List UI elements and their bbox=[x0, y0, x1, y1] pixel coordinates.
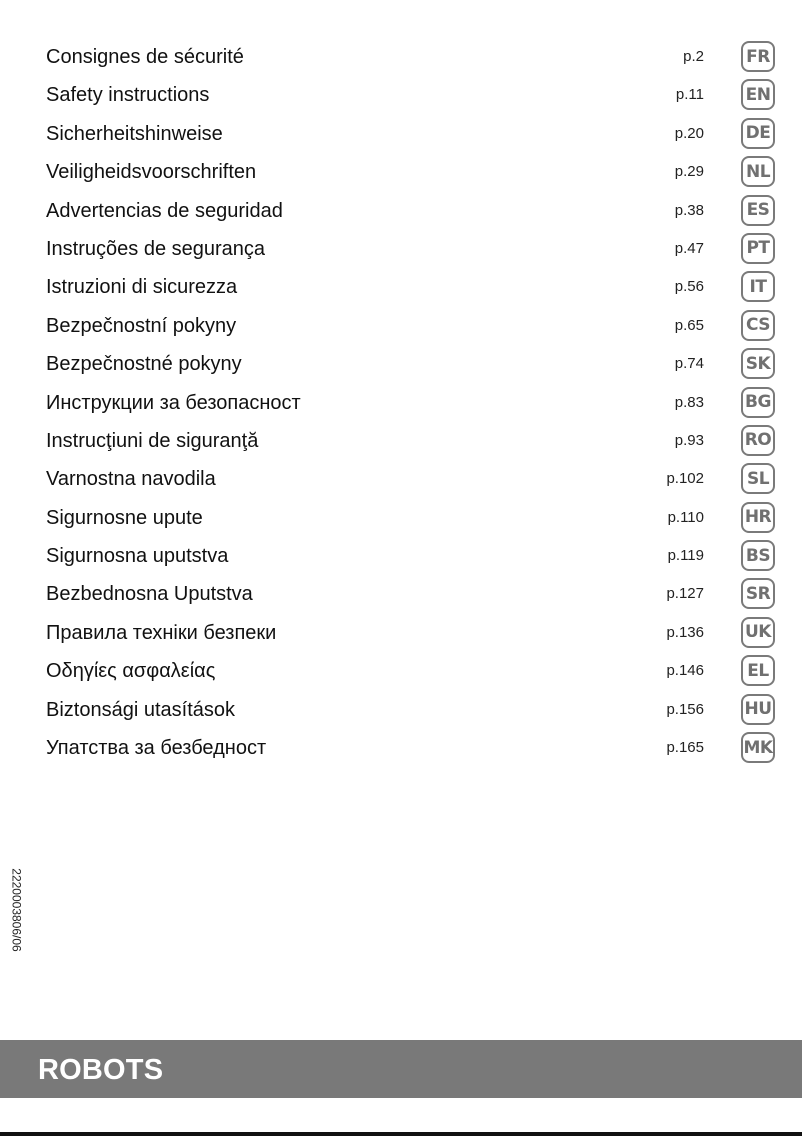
toc-page-number: p.74 bbox=[674, 355, 704, 373]
toc-page-number: p.156 bbox=[666, 700, 704, 718]
toc-title: Istruzioni di sicurezza bbox=[46, 276, 238, 299]
toc-row-mk[interactable] bbox=[0, 730, 802, 768]
document-code-text: 2220003806/06 bbox=[10, 868, 25, 952]
toc-row-cs[interactable] bbox=[0, 308, 802, 346]
toc-row-sl[interactable] bbox=[0, 461, 802, 499]
toc-page-number: p.93 bbox=[674, 431, 704, 449]
language-badge: HR bbox=[741, 502, 775, 533]
toc-row-bs[interactable] bbox=[0, 538, 802, 576]
toc-title: Safety instructions bbox=[46, 84, 210, 107]
toc-row-nl[interactable] bbox=[0, 154, 802, 192]
language-badge: MK bbox=[741, 732, 775, 763]
toc-row-el[interactable] bbox=[0, 653, 802, 691]
bottom-rule bbox=[0, 1132, 802, 1136]
language-badge: FR bbox=[741, 41, 775, 72]
toc-page-number: p.56 bbox=[674, 278, 704, 296]
toc-title: Veiligheidsvoorschriften bbox=[46, 161, 257, 184]
toc-page-number: p.119 bbox=[667, 547, 704, 565]
toc-page-number: p.38 bbox=[674, 201, 704, 219]
language-badge: SK bbox=[741, 348, 775, 379]
footer-band bbox=[0, 1040, 802, 1098]
brand-label: ROBOTS bbox=[38, 1054, 164, 1086]
toc-row-fr[interactable] bbox=[0, 39, 802, 77]
toc-page-number: p.102 bbox=[666, 470, 704, 488]
toc-row-de[interactable] bbox=[0, 116, 802, 154]
toc-row-hr[interactable] bbox=[0, 500, 802, 538]
language-badge: EN bbox=[741, 79, 775, 110]
toc-row-pt[interactable] bbox=[0, 231, 802, 269]
toc-page-number: p.11 bbox=[675, 86, 704, 104]
language-badge: BS bbox=[741, 540, 775, 571]
toc-page-number: p.47 bbox=[674, 239, 704, 257]
language-badge: DE bbox=[741, 118, 775, 149]
toc-row-it[interactable] bbox=[0, 269, 802, 307]
toc-title: Bezpečnostní pokyny bbox=[46, 314, 237, 337]
toc-row-es[interactable] bbox=[0, 193, 802, 231]
toc-title: Advertencias de seguridad bbox=[46, 199, 283, 222]
toc-page-number: p.83 bbox=[674, 393, 704, 411]
toc-title: Sigurnosna uputstva bbox=[46, 545, 229, 568]
toc-title: Инструкции за безопасност bbox=[46, 391, 301, 414]
language-badge: RO bbox=[741, 425, 775, 456]
toc-page-number: p.110 bbox=[667, 508, 704, 526]
language-badge: CS bbox=[741, 310, 775, 341]
language-badge: SR bbox=[741, 578, 775, 609]
language-badge: BG bbox=[741, 387, 775, 418]
toc-row-en[interactable] bbox=[0, 77, 802, 115]
table-of-contents bbox=[0, 39, 802, 768]
toc-title: Bezpečnostné pokyny bbox=[46, 353, 242, 376]
toc-page-number: p.29 bbox=[674, 163, 704, 181]
language-badge: EL bbox=[741, 655, 775, 686]
document-code bbox=[8, 860, 26, 960]
toc-title: Правила техніки безпеки bbox=[46, 621, 277, 644]
toc-title: Varnostna navodila bbox=[46, 468, 216, 491]
toc-row-uk[interactable] bbox=[0, 615, 802, 653]
toc-page-number: p.146 bbox=[666, 662, 704, 680]
toc-title: Bezbednosna Uputstva bbox=[46, 583, 253, 606]
language-badge: HU bbox=[741, 694, 775, 725]
toc-title: Упатства за безбедност bbox=[46, 737, 267, 760]
language-badge: UK bbox=[741, 617, 775, 648]
language-badge: PT bbox=[741, 233, 775, 264]
language-badge: SL bbox=[741, 463, 775, 494]
language-badge: NL bbox=[741, 156, 775, 187]
toc-page-number: p.2 bbox=[683, 48, 704, 65]
toc-row-sr[interactable] bbox=[0, 576, 802, 614]
toc-row-sk[interactable] bbox=[0, 346, 802, 384]
toc-page-number: p.165 bbox=[666, 739, 704, 757]
toc-page-number: p.127 bbox=[666, 585, 704, 603]
toc-title: Οδηγίες ασφαλείας bbox=[46, 660, 216, 683]
toc-row-ro[interactable] bbox=[0, 423, 802, 461]
toc-title: Biztonsági utasítások bbox=[46, 698, 235, 721]
toc-row-hu[interactable] bbox=[0, 692, 802, 730]
language-badge: IT bbox=[741, 271, 775, 302]
toc-page-number: p.65 bbox=[674, 316, 704, 334]
language-badge: ES bbox=[741, 195, 775, 226]
toc-title: Consignes de sécurité bbox=[46, 46, 244, 68]
toc-page-number: p.20 bbox=[674, 124, 704, 142]
toc-title: Sigurnosne upute bbox=[46, 506, 203, 529]
toc-title: Sicherheitshinweise bbox=[46, 122, 223, 145]
toc-row-bg[interactable] bbox=[0, 385, 802, 423]
toc-title: Instruções de segurança bbox=[46, 237, 266, 260]
toc-title: Instrucţiuni de siguranţă bbox=[46, 429, 259, 452]
toc-page-number: p.136 bbox=[666, 623, 704, 641]
